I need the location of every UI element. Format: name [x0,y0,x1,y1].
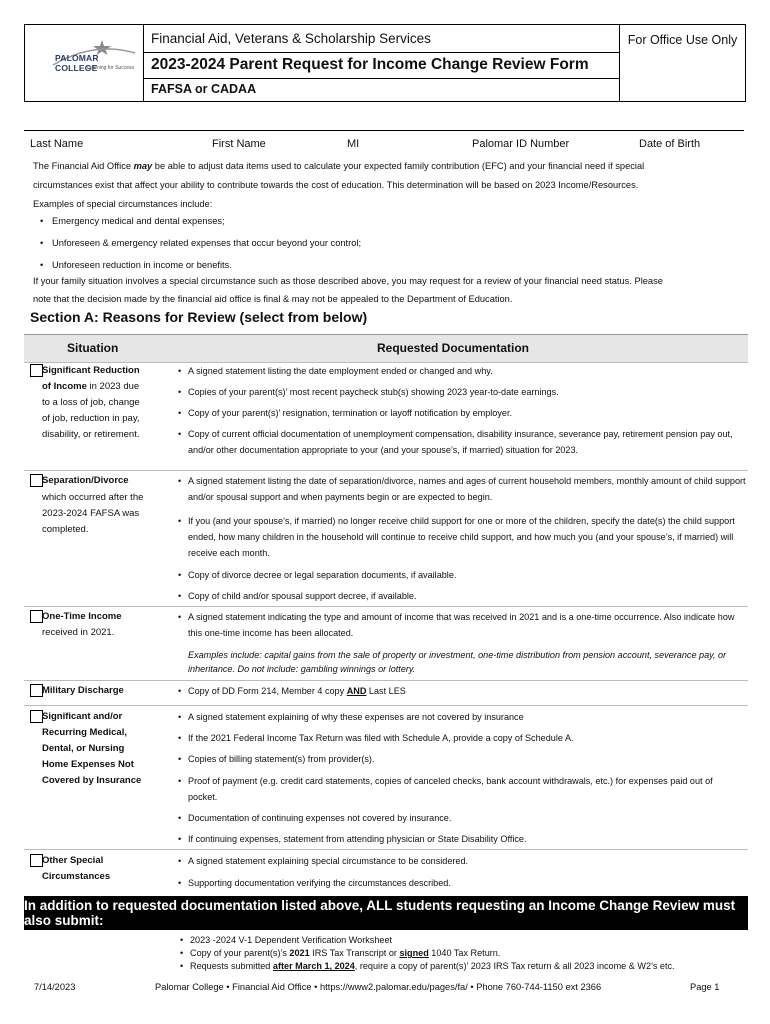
doc-item: • Supporting documentation verifying the circumstances described. [188,875,746,891]
doc-item: • If you (and your spouse’s, if married) no longer receive child support for one or more of the children, specify the date(s) the child support ended, how many children in the household will continue to receive child support, and how much you (and your spouse’s, if married) will receive each month. [188,513,746,561]
doc-item: • Copy of divorce decree or legal separation documents, if available. [188,567,746,583]
doc-item: • Proof of payment (e.g. credit card statements, copies of canceled checks, bank account withdrawals, etc.) for expenses paid out of pocket. [188,773,740,805]
doc-item: • A signed statement explaining of why these expenses are not covered by insurance [188,709,746,725]
doc-item: • A signed statement listing the date of separation/divorce, names and ages of current household members, monthly amount of child support and/or spousal support and when payments begin or are expected to begin. [188,473,746,505]
footer-date: 7/14/2023 [34,982,76,992]
situation-header: Situation [67,341,119,355]
last-name-label: Last Name [30,138,84,150]
doc-item: • A signed statement explaining special circumstance to be considered. [188,853,746,869]
intro-line-3: Examples of special circumstances include: [33,199,213,209]
logo-text: PALOMAR COLLEGE [55,53,99,73]
form-title: 2023-2024 Parent Request for Income Change Review Form [151,56,589,73]
first-name-label: First Name [212,138,266,150]
doc-item: • A signed statement indicating the type and amount of income that was received in 2021 and is a one-time occurrence. Also indicate how this one-time income has been allocated. [188,609,746,641]
situation-military: Military Discharge [42,685,124,696]
situation-one-time: One-Time Income [42,611,122,622]
office-use-box: For Office Use Only [619,25,745,101]
form-subtitle: FAFSA or CADAA [151,82,257,96]
doc-item: • Copy of your parent(s)’ resignation, termination or layoff notification by employer. [188,405,746,421]
palomar-id-label: Palomar ID Number [472,138,570,150]
mi-label: MI [347,138,360,150]
department-name: Financial Aid, Veterans & Scholarship Services [151,31,431,46]
situation-separation-detail: which occurred after the 2023-2024 FAFSA was completed. [42,492,144,535]
doc-item: • Copies of your parent(s)’ most recent paycheck stub(s) showing 2023 year-to-date earnings. [188,384,746,400]
footer-page: Page 1 [690,982,720,992]
situation-reduction: Significant Reduction of Income in 2023 due to a loss of job, change of job, reduction in pay, disability, or retirement. [42,365,140,440]
submission-banner: In addition to requested documentation listed above, ALL students requesting an Income Change Review must also submit: [24,896,748,930]
intro-bullet: • Unforeseen & emergency related expenses that occur beyond your control; [52,238,361,248]
doc-item: • Documentation of continuing expenses not covered by insurance. [188,810,746,826]
section-a-title: Section A: Reasons for Review (select from below) [30,309,368,325]
logo-tagline: Learning for Success [87,65,134,71]
footer-contact: Palomar College • Financial Aid Office • https://www2.palomar.edu/pages/fa/ • Phone 760-744-1150 ext 2366 [155,982,602,992]
dob-label: Date of Birth [639,138,701,150]
intro-line-5: note that the decision made by the financial aid office is final & may not be appealed to the Department of Education. [33,294,513,304]
doc-item: • Copy of child and/or spousal support decree, if available. [188,588,746,604]
intro-line-2: circumstances exist that affect your ability to contribute towards the cost of education. This determination will be based on 2023 Income/Resources. [33,180,639,190]
logo [25,25,144,101]
docs-header: Requested Documentation [377,341,530,355]
doc-item: • If the 2021 Federal Income Tax Return was filed with Schedule A, provide a copy of Schedule A. [188,730,746,746]
submit-item: • Requests submitted after March 1, 2024, require a copy of parent(s)’ 2023 IRS Tax return & all 2023 income & W2’s etc. [190,961,675,971]
form-header [24,24,746,102]
situation-other: Other Special Circumstances [42,855,111,882]
intro-line-1: The Financial Aid Office may be able to adjust data items used to calculate your expected family contribution (EFC) and your financial need if special [33,161,645,171]
submit-item: • Copy of your parent(s)’s 2021 IRS Tax Transcript or signed 1040 Tax Return. [190,948,500,958]
doc-item: • Copies of billing statement(s) from provider(s). [188,751,746,767]
example-note: Examples include: capital gains from the sale of property or investment, one-time distribution from pension account, severance pay, or inheritance. Do not include: gambling winnings or lottery. [188,650,727,674]
doc-item: • Copy of DD Form 214, Member 4 copy AND Last LES [188,683,746,699]
submit-item: • 2023 -2024 V-1 Dependent Verification Worksheet [190,935,392,945]
situation-separation: Separation/Divorce [42,475,129,486]
situation-one-time-detail: received in 2021. [42,627,115,638]
name-line[interactable] [24,130,744,131]
situation-medical: Significant and/or Recurring Medical, Dental, or Nursing Home Expenses Not Covered by Insurance [42,711,142,786]
doc-item: • If continuing expenses, statement from attending physician or State Disability Office. [188,831,746,847]
doc-item: • Copy of current official documentation of unemployment compensation, disability insurance, severance pay, retirement pension pay out, and/or other documentation appropriate to your (and your spouse’s, if married) situation for 2023. [188,426,746,458]
intro-bullet: • Unforeseen reduction in income or benefits. [52,260,232,270]
intro-line-4: If your family situation involves a special circumstance such as those described above, you may request for a review of your financial need status. Please [33,276,663,286]
doc-item: • A signed statement listing the date employment ended or changed and why. [188,363,746,379]
intro-bullet: • Emergency medical and dental expenses; [52,216,225,226]
